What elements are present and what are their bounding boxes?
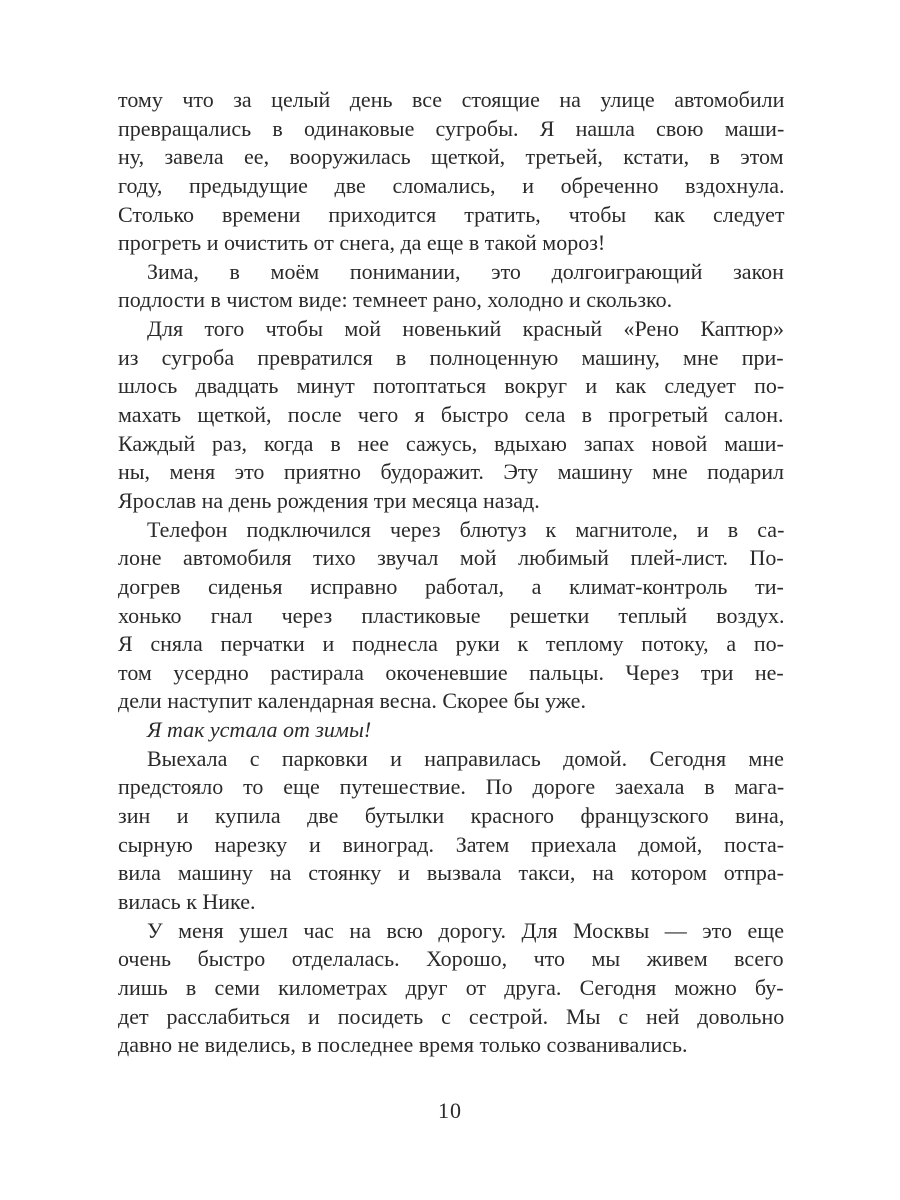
text-line-content: Каждый раз, когда в нее сажусь, вдыхаю запах новой маши- <box>118 430 784 456</box>
text-line-content: ны, меня это приятно будоражит. Эту машину мне подарил <box>118 459 784 485</box>
text-line <box>118 745 784 774</box>
paragraph <box>118 516 784 716</box>
text-line <box>118 773 784 802</box>
text-line <box>118 630 784 659</box>
text-line-content: вила машину на стоянку и вызвала такси, на котором отпра- <box>118 860 784 886</box>
text-line-content: году, предыдущие две сломались, и обреченно вздохнула. <box>118 172 785 198</box>
text-line-content: из сугроба превратился в полноценную машину, мне при- <box>118 344 784 370</box>
text-line <box>118 945 784 974</box>
text-line-content: прогреть и очистить от снега, да еще в такой мороз! <box>118 230 606 256</box>
paragraph <box>118 917 784 1060</box>
text-line <box>118 372 784 401</box>
text-line <box>118 917 784 946</box>
text-line <box>118 143 784 172</box>
text-line-content: тому что за целый день все стоящие на улице автомобили <box>118 87 785 112</box>
text-line <box>118 172 784 201</box>
text-line <box>118 687 784 716</box>
text-line-content: подлости в чистом виде: темнеет рано, холодно и скользко. <box>118 287 673 313</box>
text-line <box>118 315 784 344</box>
page-number: 10 <box>438 1098 462 1123</box>
text-line-content: том усердно растирала окоченевшие пальцы. Через три не- <box>118 659 784 685</box>
text-line <box>118 573 784 602</box>
text-line-content: Выехала с парковки и направилась домой. Сегодня мне <box>147 745 784 771</box>
text-line-content: предстояло то еще путешествие. По дороге заехала в мага- <box>118 774 785 800</box>
text-line-content: Ярослав на день рождения три месяца назад. <box>118 487 540 513</box>
text-line <box>118 974 784 1003</box>
text-line-content: махать щеткой, после чего я быстро села в прогретый салон. <box>118 402 784 428</box>
text-line <box>118 716 784 745</box>
text-line-content: Я сняла перчатки и поднесла руки к теплому потоку, а по- <box>118 631 784 657</box>
paragraph <box>118 716 784 745</box>
text-line-content: Зима, в моём понимании, это долгоиграющий закон <box>147 258 784 284</box>
paragraph <box>118 86 784 258</box>
text-line <box>118 802 784 831</box>
paragraph <box>118 258 784 315</box>
text-line-content: хонько гнал через пластиковые решетки теплый воздух. <box>118 602 785 628</box>
text-line-content: ну, завела ее, вооружилась щеткой, третьей, кстати, в этом <box>118 144 784 170</box>
text-line <box>118 888 784 917</box>
text-line-content: лоне автомобиля тихо звучал мой любимый плей-лист. По- <box>118 545 784 571</box>
text-line <box>118 659 784 688</box>
text-line-content: дели наступит календарная весна. Скорее бы уже. <box>118 688 586 714</box>
text-line <box>118 115 784 144</box>
paragraph <box>118 315 784 515</box>
text-line <box>118 229 784 258</box>
text-line <box>118 516 784 545</box>
text-line <box>118 201 784 230</box>
text-line <box>118 344 784 373</box>
text-line <box>118 544 784 573</box>
text-line <box>118 401 784 430</box>
text-line-content: очень быстро отделалась. Хорошо, что мы живем всего <box>118 946 784 972</box>
paragraph <box>118 745 784 917</box>
text-line <box>118 258 784 287</box>
text-line <box>118 831 784 860</box>
text-line-content: превращались в одинаковые сугробы. Я нашла свою маши- <box>118 115 785 141</box>
text-line <box>118 1003 784 1032</box>
text-line <box>118 602 784 631</box>
text-line <box>118 286 784 315</box>
text-line-content: зин и купила две бутылки красного французского вина, <box>118 803 785 829</box>
text-line-content: шлось двадцать минут потоптаться вокруг и как следует по- <box>118 373 785 399</box>
text-line-content: догрев сиденья исправно работал, а климат-контроль ти- <box>118 573 784 599</box>
text-line <box>118 1031 784 1060</box>
text-line-content: лишь в семи километрах друг от друга. Сегодня можно бу- <box>118 974 784 1000</box>
text-line <box>118 458 784 487</box>
text-line-content: давно не виделись, в последнее время только созванивались. <box>118 1032 688 1058</box>
text-line-content: Телефон подключился через блютуз к магнитоле, и в са- <box>147 516 785 542</box>
text-line-content: У меня ушел час на всю дорогу. Для Москвы — это еще <box>147 917 784 943</box>
text-line <box>118 430 784 459</box>
text-line-content: вилась к Нике. <box>118 888 256 914</box>
text-line <box>118 487 784 516</box>
text-line-content: дет расслабиться и посидеть с сестрой. Мы с ней довольно <box>118 1003 785 1029</box>
text-line-content: Для того чтобы мой новенький красный «Рено Каптюр» <box>147 316 785 342</box>
text-line-content: Столько времени приходится тратить, чтобы как следует <box>118 201 785 227</box>
text-line-content: сырную нарезку и виноград. Затем приехала домой, поста- <box>118 831 785 857</box>
text-line <box>118 859 784 888</box>
book-page-text <box>118 86 784 1060</box>
text-line-content: Я так устала от зимы! <box>147 717 372 743</box>
text-line <box>118 86 784 115</box>
